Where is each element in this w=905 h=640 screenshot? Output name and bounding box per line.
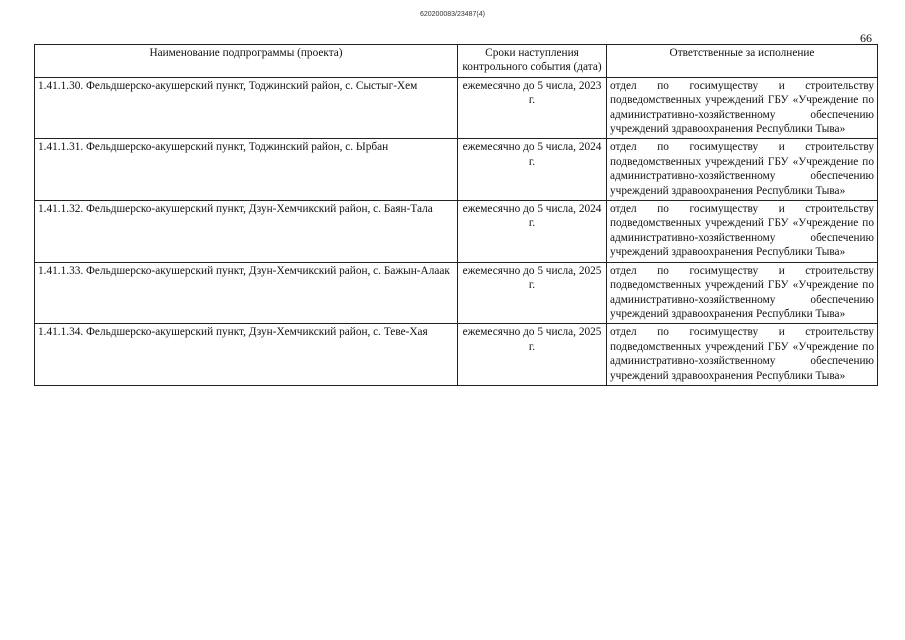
deadline-cell: ежемесячно до 5 числа, 2024 г. xyxy=(458,201,607,263)
responsible-cell: отдел по госимуществу и строительству подведомственных учреждений ГБУ «Учреждение по административно-хозяйственному обеспечению учреждений здравоохранения Республики Тыва» xyxy=(607,77,878,139)
table-row xyxy=(35,77,878,139)
column-header-name: Наименование подпрограммы (проекта) xyxy=(35,45,458,78)
document-id: 620200083/23487(4) xyxy=(419,11,485,18)
table-row xyxy=(35,139,878,201)
table-row xyxy=(35,262,878,324)
project-name-cell: 1.41.1.31. Фельдшерско-акушерский пункт, Тоджинский район, с. Ырбан xyxy=(35,139,458,201)
deadline-cell: ежемесячно до 5 числа, 2024 г. xyxy=(458,139,607,201)
table-header-row xyxy=(35,45,878,78)
table-row xyxy=(35,324,878,386)
responsible-cell: отдел по госимуществу и строительству подведомственных учреждений ГБУ «Учреждение по административно-хозяйственному обеспечению учреждений здравоохранения Республики Тыва» xyxy=(607,262,878,324)
deadline-cell: ежемесячно до 5 числа, 2025 г. xyxy=(458,324,607,386)
column-header-responsible: Ответственные за исполнение xyxy=(607,45,878,78)
deadline-cell: ежемесячно до 5 числа, 2023 г. xyxy=(458,77,607,139)
table-row xyxy=(35,201,878,263)
project-name-cell: 1.41.1.33. Фельдшерско-акушерский пункт, Дзун-Хемчикский район, с. Бажын-Алаак xyxy=(35,262,458,324)
responsible-cell: отдел по госимуществу и строительству подведомственных учреждений ГБУ «Учреждение по административно-хозяйственному обеспечению учреждений здравоохранения Республики Тыва» xyxy=(607,324,878,386)
page-number: 66 xyxy=(860,31,872,45)
project-name-cell: 1.41.1.30. Фельдшерско-акушерский пункт, Тоджинский район, с. Сыстыг-Хем xyxy=(35,77,458,139)
deadline-cell: ежемесячно до 5 числа, 2025 г. xyxy=(458,262,607,324)
responsible-cell: отдел по госимуществу и строительству подведомственных учреждений ГБУ «Учреждение по административно-хозяйственному обеспечению учреждений здравоохранения Республики Тыва» xyxy=(607,201,878,263)
responsible-cell: отдел по госимуществу и строительству подведомственных учреждений ГБУ «Учреждение по административно-хозяйственному обеспечению учреждений здравоохранения Республики Тыва» xyxy=(607,139,878,201)
project-name-cell: 1.41.1.34. Фельдшерско-акушерский пункт, Дзун-Хемчикский район, с. Теве-Хая xyxy=(35,324,458,386)
column-header-deadline: Сроки наступления контрольного события (дата) xyxy=(458,45,607,78)
program-table xyxy=(34,44,878,386)
project-name-cell: 1.41.1.32. Фельдшерско-акушерский пункт, Дзун-Хемчикский район, с. Баян-Тала xyxy=(35,201,458,263)
